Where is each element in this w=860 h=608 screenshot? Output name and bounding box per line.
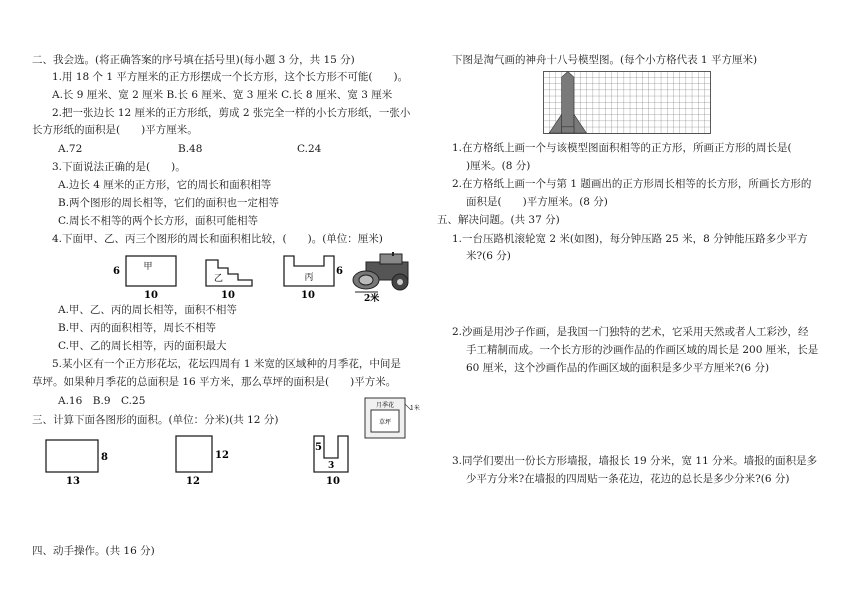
p2-text-cont: 面积是( )平方厘米。(8 分) [466,196,608,208]
s3-text-cont: 少平方分米?在墙报的四周贴一条花边，花边的总长是多少分米?(6 分) [466,473,790,485]
shape-bing [284,256,343,301]
s2-text-cont2: 60 厘米，这个沙画作品的作画区域的面积是多少平方厘米?(6 分) [466,362,770,374]
flowerbed-outer-label: 月季花 [375,402,395,409]
q3-option-c: C.周长不相等的两个长方形，面积可能相等 [58,215,258,227]
model-intro: 下图是淘气画的神舟十八号模型图。(每个小方格代表 1 平方厘米) [452,54,758,66]
jia-width-label: 10 [144,290,158,301]
s2-text-cont: 手工精制而成。一个长方形的沙画作品的作画区域的周长是 200 厘米，长是 [466,344,819,356]
p1-text: 1.在方格纸上画一个与该模型图面积相等的正方形，所画正方形的周长是( [452,142,792,154]
q2-option-a: A.72 [58,143,83,155]
shape-yi [206,260,252,301]
rectangle-13x8 [46,440,108,487]
square-12x12 [176,436,229,487]
s2-text: 2.沙画是用沙子作画，是我国一门独特的艺术，它采用天然或者人工彩沙，经 [452,326,809,338]
roller-width-label: 2米 [364,294,380,302]
q3-option-a: A.边长 4 厘米的正方形，它的周长和面积相等 [58,179,272,191]
yi-label: 乙 [214,274,224,284]
section3-header: 三、计算下面各图形的面积。(单位：分米)(共 12 分) [32,414,279,426]
q5-options: A.16 B.9 C.25 [58,395,146,407]
q2-text: 2.把一张边长 12 厘米的正方形纸，剪成 2 张完全一样的小长方形纸，一张小 [52,107,411,119]
section4-header: 四、动手操作。(共 16 分) [32,545,155,557]
s1-text-cont: 米?(6 分) [466,250,511,262]
square-height-label: 12 [215,450,229,461]
p2-text: 2.在方格纸上画一个与第 1 题画出的正方形周长相等的长方形，所画长方形的 [452,178,812,190]
u-gap-label: 3 [328,461,335,471]
q2-option-c: C.24 [297,143,322,155]
q1-text: 1.用 18 个 1 平方厘米的正方形摆成一个长方形，这个长方形不可能( )。 [52,71,409,83]
bing-label: 丙 [304,273,314,283]
road-roller-image [353,252,408,302]
q5-text: 5.某小区有一个正方形花坛，花坛四周有 1 米宽的区域种的月季花，中间是 [52,358,401,370]
flowerbed-inner-label: 草坪 [378,419,392,426]
q3-option-b: B.两个图形的周长相等，它们的面积也一定相等 [58,197,280,209]
flowerbed-figure [363,396,423,446]
bing-width-label: 10 [301,290,315,301]
shape-jia [113,256,176,301]
u-width-label: 10 [326,476,340,487]
yi-width-label: 10 [221,290,235,301]
q4-option-b: B.甲、丙的面积相等，周长不相等 [58,322,217,334]
bing-height-label: 6 [336,266,343,277]
u-height-label: 5 [315,442,322,453]
section3-figures [40,432,350,492]
q4-option-c: C.甲、乙的周长相等，丙的面积最大 [58,340,227,352]
u-shape-figure [314,436,348,487]
s3-text: 3.同学们要出一份长方形墙报，墙报长 19 分米，宽 11 分米。墙报的面积是多 [452,455,818,467]
q1-options: A.长 9 厘米、宽 2 厘米 B.长 6 厘米、宽 3 厘米 C.长 8 厘米、宽 3 厘米 [52,89,393,101]
q3-text: 3.下面说法正确的是( )。 [52,161,186,173]
q5-text-cont: 草坪。如果种月季花的总面积是 16 平方米，那么草坪的面积是( )平方米。 [32,376,397,388]
square-width-label: 12 [186,476,200,487]
flowerbed-width-label: 1米 [410,405,420,412]
s1-text: 1.一台压路机滚轮宽 2 米(如图)，每分钟压路 25 米，8 分钟能压路多少平方 [452,233,808,245]
section5-header: 五、解决问题。(共 37 分) [437,214,560,226]
jia-height-label: 6 [113,266,120,277]
jia-label: 甲 [143,262,153,272]
grid-paper [543,71,713,139]
q4-text: 4.下面甲、乙、丙三个图形的周长和面积相比较，( )。(单位：厘米) [52,233,383,245]
q4-figures [108,252,438,306]
q2-text-cont: 长方形纸的面积是( )平方厘米。 [32,124,198,136]
rect-width-label: 13 [66,476,80,487]
section2-header: 二、我会选。(将正确答案的序号填在括号里)(每小题 3 分，共 15 分) [32,54,355,66]
p1-text-cont: )厘米。(8 分) [466,160,531,172]
q2-option-b: B.48 [178,143,203,155]
rect-height-label: 8 [101,452,108,463]
q4-option-a: A.甲、乙、丙的周长相等，面积不相等 [58,304,237,316]
